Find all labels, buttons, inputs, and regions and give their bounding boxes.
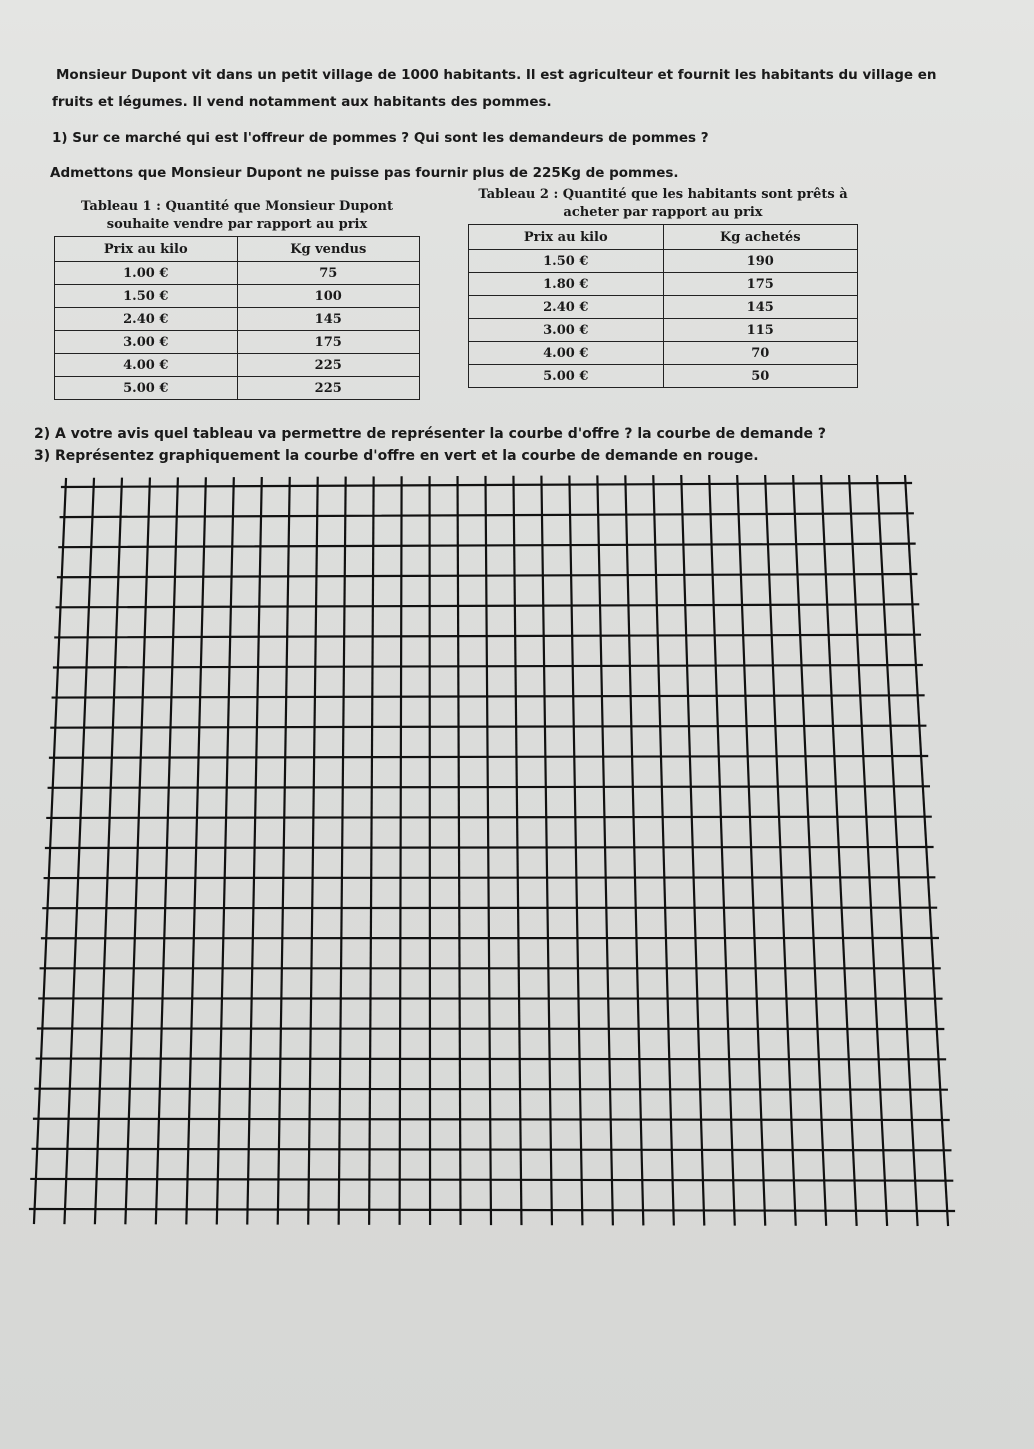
cell-price: 4.00 € [55, 354, 238, 377]
table-supply-title: Tableau 1 : Quantité que Monsieur Dupont souhaite vendre par rapport au prix [81, 199, 393, 232]
table-row [469, 319, 858, 342]
cell-price: 1.50 € [55, 285, 238, 308]
grid-horizontal-line [33, 1149, 951, 1151]
table-row [55, 331, 420, 354]
table-row [55, 354, 420, 377]
intro-text-line2: fruits et légumes. Il vend notamment aux habitants des pommes. [52, 94, 552, 110]
grid-horizontal-line [45, 877, 935, 878]
cell-qty: 75 [237, 262, 420, 285]
grid-vertical-line [653, 476, 674, 1224]
grid-horizontal-line [54, 665, 922, 668]
table-row [55, 308, 420, 331]
cell-price: 2.40 € [469, 296, 664, 319]
column-header-price: Prix au kilo [469, 225, 664, 250]
grid-horizontal-line [43, 908, 936, 909]
question-3: 3) Représentez graphiquement la courbe d'offre en vert et la courbe de demande en rouge. [34, 448, 759, 464]
grid-horizontal-line [34, 1119, 949, 1120]
cell-qty: 145 [237, 308, 420, 331]
table-header-row [55, 237, 420, 262]
grid-vertical-line [247, 478, 262, 1223]
grid-vertical-line [369, 478, 374, 1224]
cell-qty: 190 [663, 250, 858, 273]
grid-horizontal-line [53, 695, 924, 697]
table-row [469, 273, 858, 296]
cell-price: 2.40 € [55, 308, 238, 331]
grid-horizontal-line [50, 756, 927, 758]
grid-vertical-line [709, 476, 735, 1225]
cell-qty: 145 [663, 296, 858, 319]
grid-vertical-line [339, 478, 346, 1224]
cell-price: 1.50 € [469, 250, 664, 273]
grid-vertical-line [430, 477, 431, 1224]
grid-horizontal-line [31, 1179, 952, 1181]
table-row [469, 342, 858, 365]
cell-price: 1.80 € [469, 273, 664, 296]
assumption-text: Admettons que Monsieur Dupont ne puisse pas fournir plus de 225Kg de pommes. [50, 165, 679, 181]
table-demand [468, 186, 858, 388]
cell-qty: 225 [237, 354, 420, 377]
grid-horizontal-line [30, 1209, 954, 1211]
grid-horizontal-line [47, 817, 930, 818]
grid-horizontal-line [51, 726, 925, 728]
column-header-qty: Kg vendus [237, 237, 420, 262]
grid-vertical-line [737, 476, 765, 1225]
table-row [55, 262, 420, 285]
grid-horizontal-line [49, 786, 929, 788]
table-header-row [469, 225, 858, 250]
grid-vertical-line [34, 479, 66, 1223]
cell-price: 4.00 € [469, 342, 664, 365]
grid-vertical-line [400, 477, 402, 1223]
grid-vertical-line [569, 477, 582, 1225]
cell-price: 1.00 € [55, 262, 238, 285]
cell-price: 3.00 € [469, 319, 664, 342]
cell-qty: 70 [663, 342, 858, 365]
grid-vertical-line [156, 478, 178, 1223]
intro-text-line1: Monsieur Dupont vit dans un petit village de 1000 habitants. Il est agriculteur et fournit les habitants du village en [56, 67, 937, 83]
table-row [55, 377, 420, 400]
grid-vertical-line [681, 476, 704, 1224]
question-1: 1) Sur ce marché qui est l'offreur de pommes ? Qui sont les demandeurs de pommes ? [52, 130, 709, 146]
grid-horizontal-line [57, 604, 919, 607]
grid-vertical-line [597, 476, 613, 1224]
grid-vertical-line [821, 475, 857, 1224]
table-row [469, 296, 858, 319]
cell-qty: 225 [237, 377, 420, 400]
grid-horizontal-line [37, 1059, 945, 1060]
grid-vertical-line [125, 479, 149, 1224]
grid-vertical-line [513, 477, 521, 1224]
grid-vertical-line [765, 476, 796, 1225]
grid-vertical-line [95, 479, 122, 1223]
grid-horizontal-line [38, 1029, 943, 1030]
grid-horizontal-line [55, 635, 920, 638]
grid-vertical-line [793, 476, 826, 1225]
table-demand-title: Tableau 2 : Quantité que les habitants sont prêts à acheter par rapport au prix [478, 187, 848, 220]
table-row [469, 365, 858, 388]
grid-vertical-line [278, 478, 290, 1224]
cell-qty: 175 [663, 273, 858, 296]
graph-paper-grid [0, 475, 1034, 1255]
cell-qty: 115 [663, 319, 858, 342]
grid-vertical-line [625, 476, 643, 1224]
cell-qty: 50 [663, 365, 858, 388]
grid-vertical-line [308, 478, 318, 1224]
table-supply [54, 198, 420, 400]
grid-vertical-line [849, 475, 887, 1225]
question-2: 2) A votre avis quel tableau va permettre de représenter la courbe d'offre ? la courbe de demande ? [34, 426, 827, 442]
cell-price: 3.00 € [55, 331, 238, 354]
grid-vertical-line [217, 478, 234, 1223]
table-row [55, 285, 420, 308]
grid-vertical-line [541, 477, 552, 1224]
column-header-price: Prix au kilo [55, 237, 238, 262]
cell-price: 5.00 € [469, 365, 664, 388]
cell-price: 5.00 € [55, 377, 238, 400]
grid-vertical-line [486, 477, 492, 1224]
grid-vertical-line [458, 477, 461, 1224]
cell-qty: 100 [237, 285, 420, 308]
column-header-qty: Kg achetés [663, 225, 858, 250]
grid-vertical-line [64, 479, 94, 1223]
cell-qty: 175 [237, 331, 420, 354]
table-row [469, 250, 858, 273]
grid-horizontal-line [46, 847, 933, 848]
grid-horizontal-line [35, 1089, 947, 1090]
grid-vertical-line [186, 478, 206, 1223]
